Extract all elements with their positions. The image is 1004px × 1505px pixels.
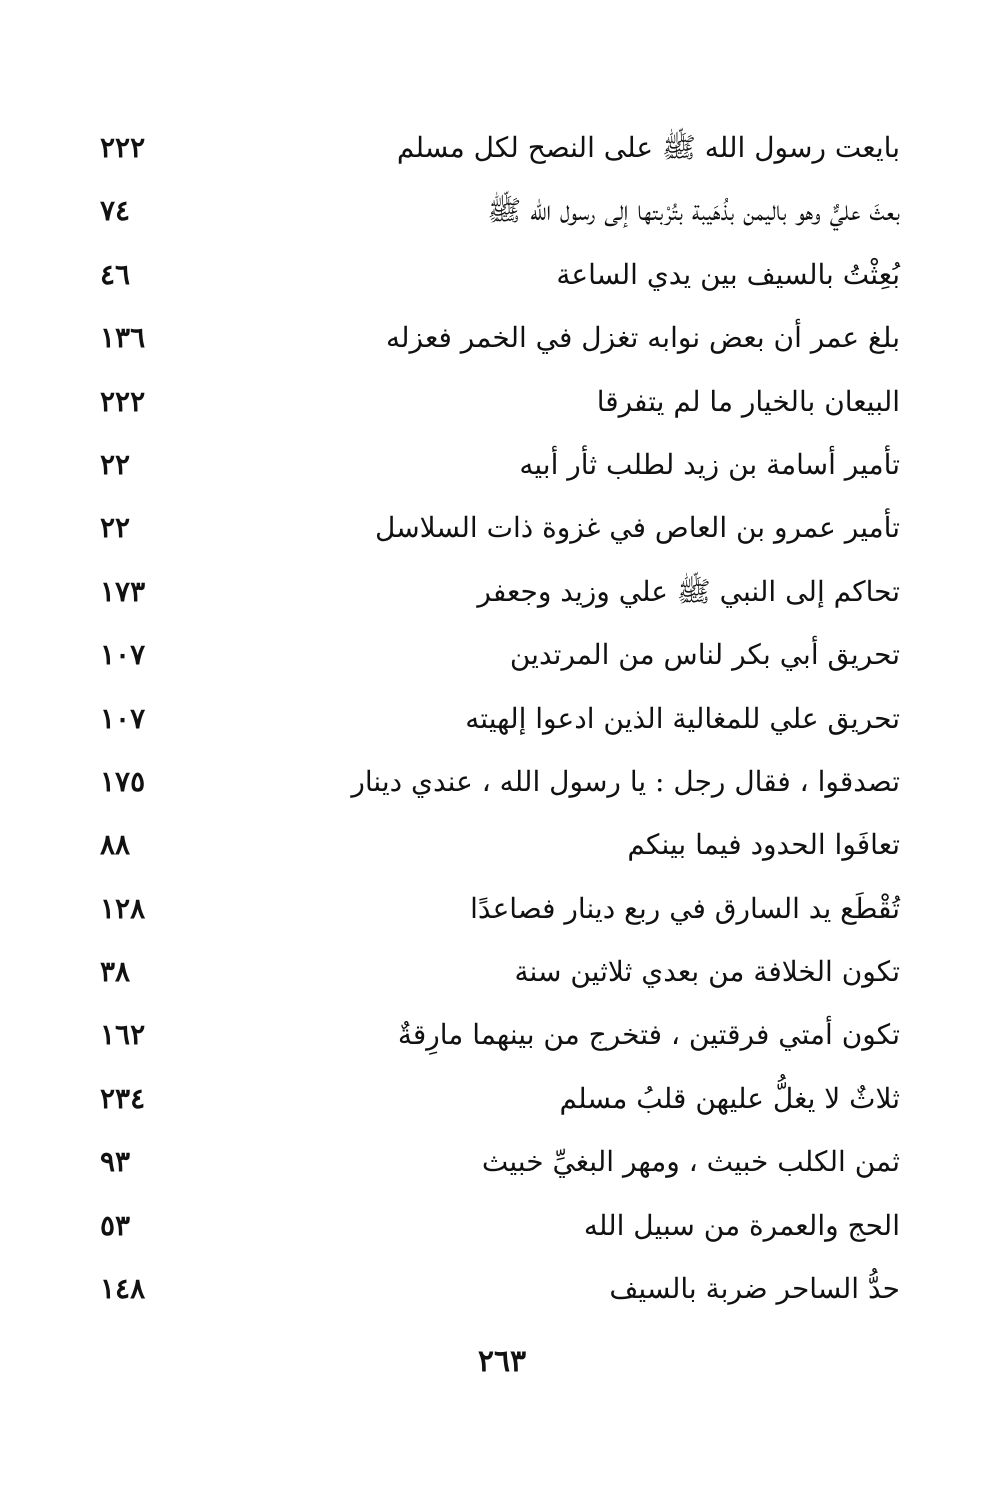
entry-text: بُعِثْتُ بالسيف بين يدي الساعة [556,257,900,291]
entry-page-number: ١٤٨ [100,1272,146,1306]
entry-page-number: ١٣٦ [100,321,146,355]
entry-text: تحريق علي للمغالية الذين ادعوا إلهيته [465,701,900,735]
index-entry [100,625,900,688]
index-entry [100,689,900,752]
entry-text: بايعت رسول الله ﷺ على النصح لكل مسلم [396,131,900,164]
index-entry [100,1196,900,1259]
footer-page-number: ٢٦٣ [477,1344,527,1379]
index-entry [100,879,900,942]
index-entry [100,562,900,625]
entry-text: ثمن الكلب خبيث ، ومهر البغيِّ خبيث [481,1145,900,1179]
index-entry [100,308,900,371]
entry-text: تكون الخلافة من بعدي ثلاثين سنة [514,955,900,989]
entry-page-number: ٢٢ [100,447,131,481]
index-entry [100,942,900,1005]
index-entry [100,1259,900,1322]
entry-page-number: ١٧٣ [100,574,146,608]
entry-page-number: ١٠٧ [100,638,146,672]
entry-text: تعافَوا الحدود فيما بينكم [627,828,900,862]
entry-text: البيعان بالخيار ما لم يتفرقا [596,384,900,418]
entry-text: تأمير أسامة بن زيد لطلب ثأر أبيه [519,447,900,481]
index-entry [100,181,900,244]
entry-text: بلغ عمر أن بعض نوابه تغزل في الخمر فعزله [385,321,900,355]
index-entry [100,815,900,878]
index-entry [100,498,900,561]
entry-text: الحج والعمرة من سبيل الله [583,1208,900,1242]
entry-text: تأمير عمرو بن العاص في غزوة ذات السلاسل [375,511,900,545]
entry-text: تحاكم إلى النبي ﷺ علي وزيد وجعفر [477,574,900,608]
entry-text: تُقْطَع يد السارق في ربع دينار فصاعدًا [470,891,900,925]
entry-page-number: ١٦٢ [100,1018,146,1052]
index-entry [100,1069,900,1132]
index-entry [100,118,900,181]
entry-text: بعثَ عليٌّ وهو باليمن بذُهَيبة بتُرْبتها إلى رسول الله ﷺ [487,194,900,228]
entry-text: تكون أمتي فرقتين ، فتخرج من بينهما مارِقةٌ [397,1018,900,1052]
entry-page-number: ١٠٧ [100,701,146,735]
index-entry [100,752,900,815]
index-entry [100,372,900,435]
entry-page-number: ٢٢ [100,511,131,545]
index-entry [100,245,900,308]
entry-page-number: ٢٣٤ [100,1081,146,1115]
entry-text: تحريق أبي بكر لناس من المرتدين [509,638,900,672]
entry-text: ثلاثٌ لا يغلُّ عليهن قلبُ مسلم [559,1081,900,1115]
entry-page-number: ٣٨ [100,955,131,989]
entry-page-number: ٥٣ [100,1208,131,1242]
index-entry [100,435,900,498]
entry-text: حدُّ الساحر ضربة بالسيف [609,1272,900,1306]
entry-page-number: ٢٢٢ [100,384,146,418]
entry-page-number: ٨٨ [100,828,131,862]
entry-text: تصدقوا ، فقال رجل : يا رسول الله ، عندي دينار [351,764,900,798]
index-entry [100,1005,900,1068]
entry-page-number: ٧٤ [100,194,131,228]
entry-page-number: ٤٦ [100,257,131,291]
entry-page-number: ١٢٨ [100,891,146,925]
entry-page-number: ١٧٥ [100,764,146,798]
entry-page-number: ٢٢٢ [100,131,146,164]
entry-page-number: ٩٣ [100,1145,131,1179]
index-entry [100,1132,900,1195]
hadith-index-list [100,118,900,1322]
